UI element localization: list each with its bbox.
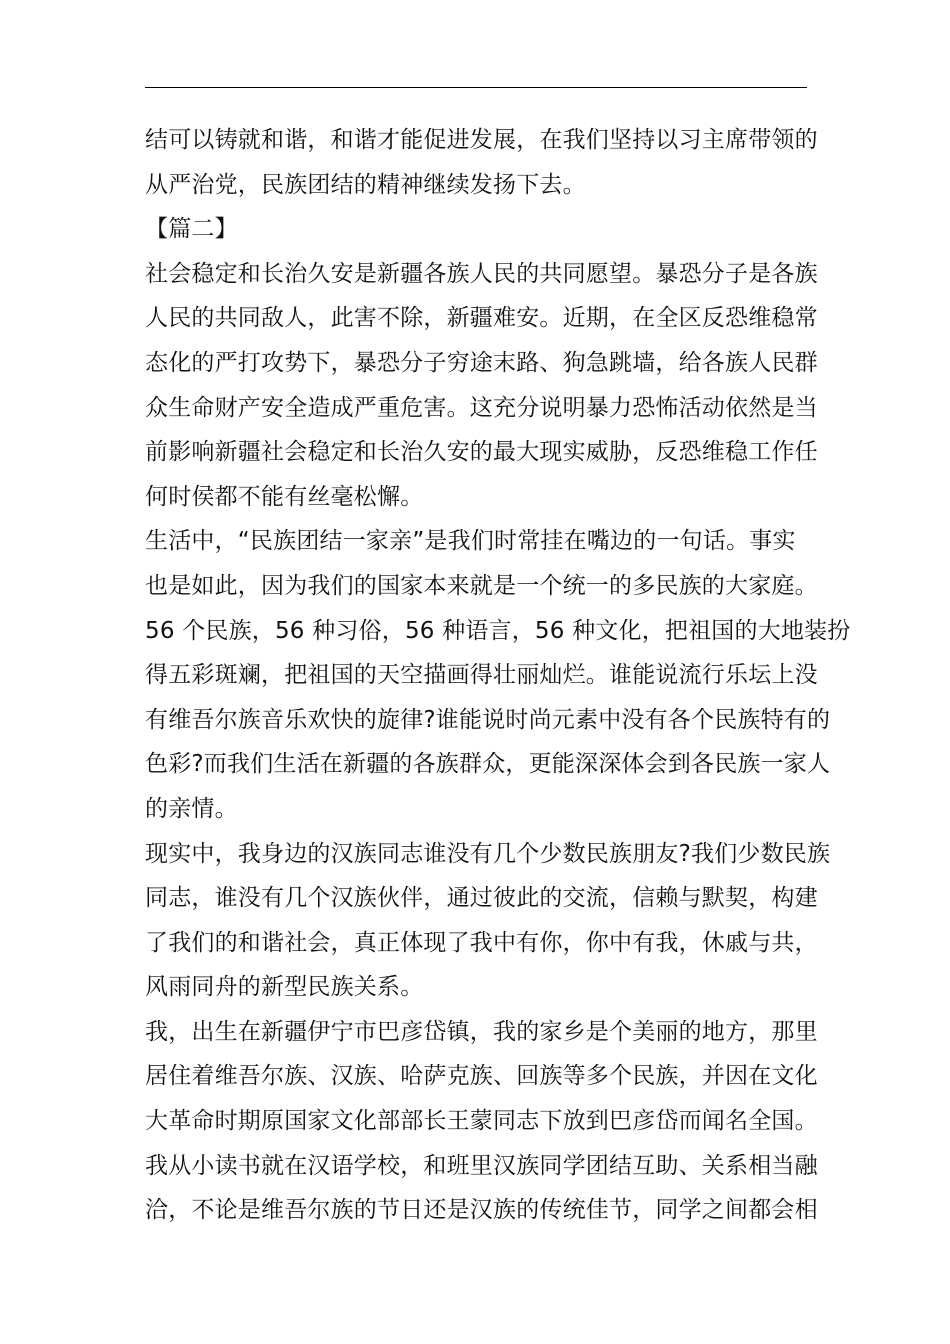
text-line: 从严治党，民族团结的精神继续发扬下去。 <box>145 171 586 198</box>
document-body <box>145 118 851 1233</box>
text-line: 现实中，我身边的汉族同志谁没有几个少数民族朋友?我们少数民族 <box>145 840 831 867</box>
text-line: 大革命时期原国家文化部部长王蒙同志下放到巴彦岱而闻名全国。 <box>145 1108 818 1135</box>
text-line: 了我们的和谐社会，真正体现了我中有你，你中有我，休戚与共， <box>145 929 818 956</box>
text-line: 也是如此，因为我们的国家本来就是一个统一的多民族的大家庭。 <box>145 572 818 599</box>
text-line: 我，出生在新疆伊宁市巴彦岱镇，我的家乡是个美丽的地方，那里 <box>145 1018 818 1045</box>
text-line: 同志，谁没有几个汉族伙伴，通过彼此的交流，信赖与默契，构建 <box>145 885 818 912</box>
section-heading: 【篇二】 <box>145 216 238 243</box>
text-line: 56 个民族，56 种习俗，56 种语言，56 种文化，把祖国的大地装扮 <box>145 617 851 644</box>
text-line: 态化的严打攻势下，暴恐分子穷途末路、狗急跳墙，给各族人民群 <box>145 349 818 376</box>
text-line: 我从小读书就在汉语学校，和班里汉族同学团结互助、关系相当融 <box>145 1152 818 1179</box>
text-line: 结可以铸就和谐，和谐才能促进发展，在我们坚持以习主席带领的 <box>145 127 818 153</box>
text-line: 色彩?而我们生活在新疆的各族群众，更能深深体会到各民族一家人 <box>145 751 831 778</box>
text-line: 得五彩斑斓，把祖国的天空描画得壮丽灿烂。谁能说流行乐坛上没 <box>145 662 818 689</box>
text-line: 的亲情。 <box>145 795 238 822</box>
text-line: 何时侯都不能有丝毫松懈。 <box>145 483 424 510</box>
text-line: 居住着维吾尔族、汉族、哈萨克族、回族等多个民族，并因在文化 <box>145 1063 818 1090</box>
text-line: 洽，不论是维吾尔族的节日还是汉族的传统佳节，同学之间都会相 <box>145 1197 818 1224</box>
text-line: 风雨同舟的新型民族关系。 <box>145 974 424 1001</box>
text-line: 生活中，“民族团结一家亲”是我们时常挂在嘴边的一句话。事实 <box>145 528 796 555</box>
text-line: 人民的共同敌人，此害不除，新疆难安。近期，在全区反恐维稳常 <box>145 305 818 332</box>
text-line: 社会稳定和长治久安是新疆各族人民的共同愿望。暴恐分子是各族 <box>145 260 818 287</box>
header-rule <box>145 87 807 88</box>
text-line: 前影响新疆社会稳定和长治久安的最大现实威胁，反恐维稳工作任 <box>145 439 818 466</box>
text-line: 众生命财产安全造成严重危害。这充分说明暴力恐怖活动依然是当 <box>145 394 818 421</box>
text-line: 有维吾尔族音乐欢快的旋律?谁能说时尚元素中没有各个民族特有的 <box>145 706 831 733</box>
